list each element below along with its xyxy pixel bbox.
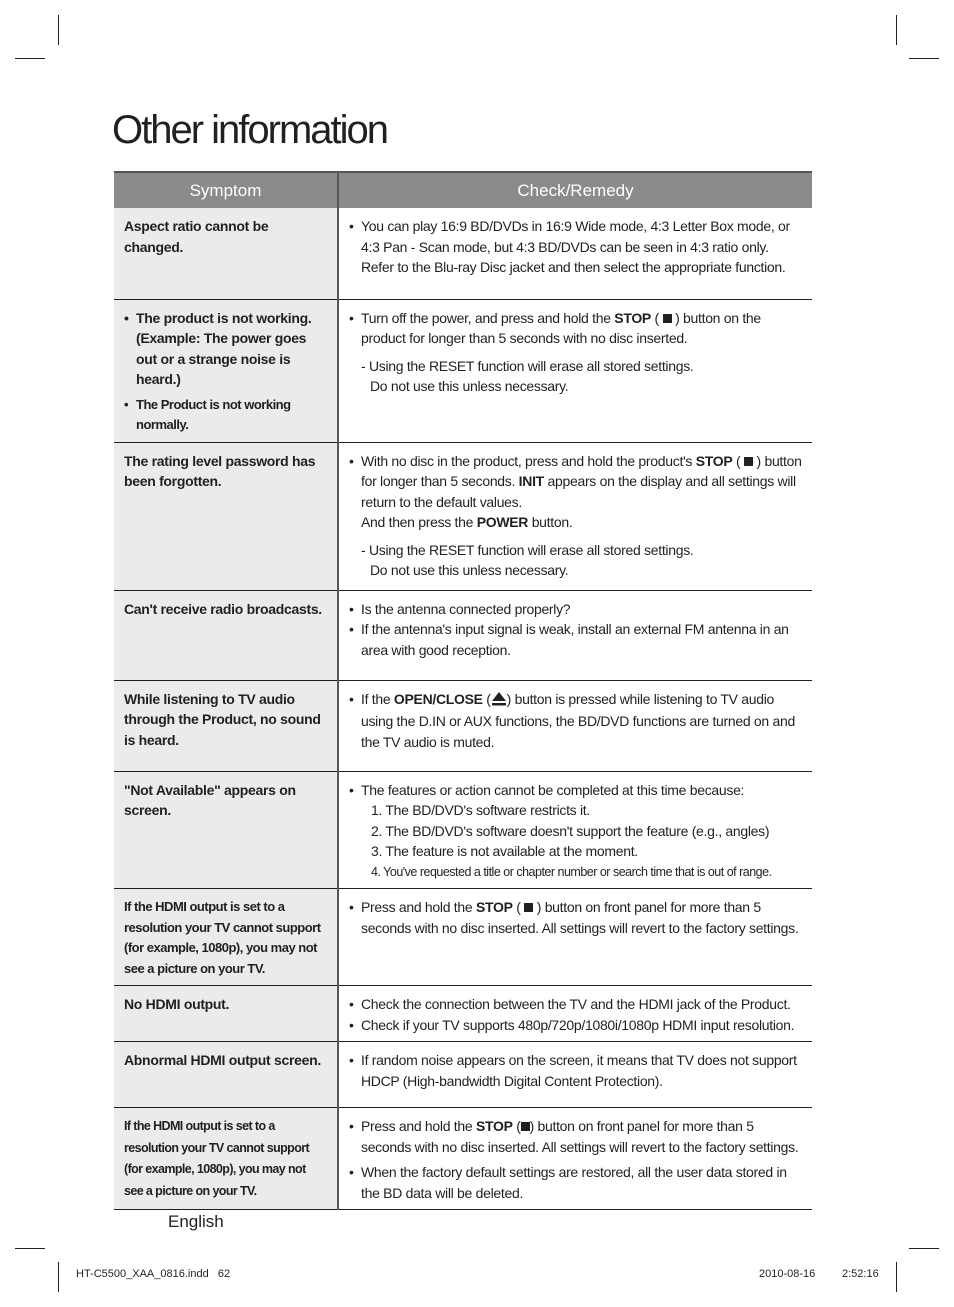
reason-item: 3. The feature is not available at the moment. <box>371 843 638 859</box>
table-row <box>114 771 812 889</box>
remedy-cell <box>338 771 812 889</box>
remedy-text-part: button. <box>528 514 573 530</box>
remedy-text: • Check if your TV supports 480p/720p/1080i/1080p HDMI input resolution. <box>349 1015 804 1036</box>
symptom-cell: Aspect ratio cannot be changed. <box>114 208 338 299</box>
eject-icon <box>491 691 507 712</box>
table-row <box>114 208 812 299</box>
crop-mark <box>15 58 45 59</box>
slug-file: HT-C5500_XAA_0816.indd 62 <box>76 1268 231 1280</box>
symptom-text: • The Product is not working normally. <box>124 395 327 436</box>
remedy-text-part: button on the product for longer than 5 seconds with no disc inserted. <box>361 309 761 346</box>
footer-language: English <box>168 1212 224 1231</box>
open-close-button-label: OPEN/CLOSE <box>393 690 483 707</box>
note-text: Do not use this unless necessary. <box>370 562 569 578</box>
remedy-cell <box>338 208 812 299</box>
slug-time: 2:52:16 <box>842 1268 879 1280</box>
remedy-text: • If random noise appears on the screen, it means that TV does not support HDCP (High-bandwidth Digital Content Protection). <box>349 1050 804 1091</box>
remedy-text: • If the OPEN/CLOSE ( ) button is pressed while listening to TV audio using the D.IN or AUX functions, the BD/DVD functions are turned on and the TV audio is muted. <box>349 689 804 753</box>
remedy-text-part: With no disc in the product, press and hold the product's <box>361 452 696 469</box>
symptom-cell: If the HDMI output is set to a resolution your TV cannot support (for example, 1080p), you may not see a picture on your TV. <box>114 1108 338 1210</box>
remedy-text: • With no disc in the product, press and hold the product's STOP ( ) button for longer than 5 seconds. INIT appears on the display and all settings will return to the default values. And then press the POWER button. <box>349 451 804 533</box>
remedy-text: • If the antenna's input signal is weak, install an external FM antenna in an area with good reception. <box>349 619 804 660</box>
symptom-cell: If the HDMI output is set to a resolution your TV cannot support (for example, 1080p), you may not see a picture on your TV. <box>114 889 338 986</box>
remedy-text: • Press and hold the STOP ( ) button on front panel for more than 5 seconds with no disc inserted. All settings will revert to the factory settings. <box>349 897 804 938</box>
remedy-cell <box>338 1042 812 1108</box>
crop-mark <box>58 1262 59 1292</box>
remedy-text-part: ) button is pressed while listening to TV audio using the D.IN or AUX functions, the BD/DVD functions are turned on and the TV audio is muted. <box>361 690 795 750</box>
crop-mark <box>909 1248 939 1249</box>
remedy-cell <box>338 590 812 680</box>
remedy-cell <box>338 299 812 442</box>
page-title: Other information <box>112 108 388 152</box>
remedy-text: • Check the connection between the TV and the HDMI jack of the Product. <box>349 994 804 1015</box>
remedy-cell <box>338 442 812 590</box>
table-row <box>114 299 812 442</box>
remedy-text-part: button on front panel for more than 5 seconds with no disc inserted. All settings will revert to the factory settings. <box>361 1118 799 1155</box>
note-text: - Using the RESET function will erase all stored settings. <box>361 357 694 374</box>
table-row <box>114 986 812 1042</box>
stop-button-label: STOP <box>475 899 513 915</box>
table-row <box>114 889 812 986</box>
symptom-text: • The product is not working. (Example: The power goes out or a strange noise is heard.) <box>124 308 327 390</box>
remedy-text: • Turn off the power, and press and hold the STOP ( ) button on the product for longer than 5 seconds with no disc inserted. <box>349 308 804 349</box>
remedy-text: • When the factory default settings are restored, all the user data stored in the BD data will be deleted. <box>349 1162 804 1203</box>
remedy-text-part: button for longer than 5 seconds. <box>361 452 802 489</box>
stop-icon <box>521 1122 530 1131</box>
remedy-text: • You can play 16:9 BD/DVDs in 16:9 Wide mode, 4:3 Letter Box mode, or 4:3 Pan - Scan mode, but 4:3 BD/DVDs can be seen in 4:3 ratio only. Refer to the Blu-ray Disc jacket and then select the appropriate function. <box>349 216 804 278</box>
remedy-cell <box>338 680 812 771</box>
reason-item: 2. The BD/DVD's software doesn't support the feature (e.g., angles) <box>371 822 770 839</box>
symptom-cell: No HDMI output. <box>114 986 338 1042</box>
stop-icon <box>744 457 753 466</box>
crop-mark <box>896 1262 897 1292</box>
table-header-row <box>114 172 812 208</box>
stop-button-label: STOP <box>475 1118 513 1134</box>
symptom-cell: Abnormal HDMI output screen. <box>114 1042 338 1108</box>
init-label: INIT <box>518 473 544 489</box>
symptom-column-header: Symptom <box>114 172 338 208</box>
stop-button-label: STOP <box>695 452 733 469</box>
troubleshooting-table <box>114 171 812 1210</box>
table-row <box>114 1042 812 1108</box>
table-row <box>114 442 812 590</box>
table-row <box>114 680 812 771</box>
remedy-cell <box>338 986 812 1042</box>
remedy-text-part: Turn off the power, and press and hold the <box>361 309 615 326</box>
symptom-cell: While listening to TV audio through the Product, no sound is heard. <box>114 680 338 771</box>
remedy-text-part: appears on the display and all settings will return to the default values. <box>361 473 796 510</box>
power-button-label: POWER <box>476 514 529 530</box>
crop-mark <box>58 15 59 45</box>
remedy-text-part: And then press the <box>361 514 477 530</box>
remedy-text: • Press and hold the STOP ( ) button on front panel for more than 5 seconds with no disc inserted. All settings will revert to the factory settings. <box>349 1116 804 1157</box>
symptom-cell <box>114 299 338 442</box>
stop-icon <box>663 314 672 323</box>
symptom-cell: "Not Available" appears on screen. <box>114 771 338 889</box>
remedy-cell <box>338 889 812 986</box>
reason-item: 1. The BD/DVD's software restricts it. <box>371 802 590 818</box>
crop-mark <box>909 58 939 59</box>
note-text: Do not use this unless necessary. <box>370 378 569 394</box>
note-text: - Using the RESET function will erase all stored settings. <box>361 541 694 558</box>
remedy-column-header: Check/Remedy <box>338 172 812 208</box>
table-row <box>114 590 812 680</box>
remedy-text-part: Press and hold the <box>361 899 476 915</box>
reason-item: 4. You've requested a title or chapter number or search time that is out of range. <box>371 864 772 879</box>
stop-icon <box>524 903 533 912</box>
remedy-text-part: button on front panel for more than 5 seconds with no disc inserted. All settings will revert to the factory settings. <box>361 899 799 936</box>
symptom-cell: Can't receive radio broadcasts. <box>114 590 338 680</box>
crop-mark <box>896 15 897 45</box>
remedy-text: • Is the antenna connected properly? <box>349 599 804 620</box>
remedy-cell <box>338 1108 812 1210</box>
crop-mark <box>15 1248 45 1249</box>
table-row <box>114 1108 812 1210</box>
remedy-text-part: Press and hold the <box>361 1118 476 1134</box>
remedy-text: • The features or action cannot be completed at this time because: <box>349 780 804 801</box>
slug-date: 2010-08-16 <box>759 1268 816 1280</box>
symptom-cell: The rating level password has been forgotten. <box>114 442 338 590</box>
remedy-text-part: If the <box>361 690 394 707</box>
stop-button-label: STOP <box>614 309 651 326</box>
